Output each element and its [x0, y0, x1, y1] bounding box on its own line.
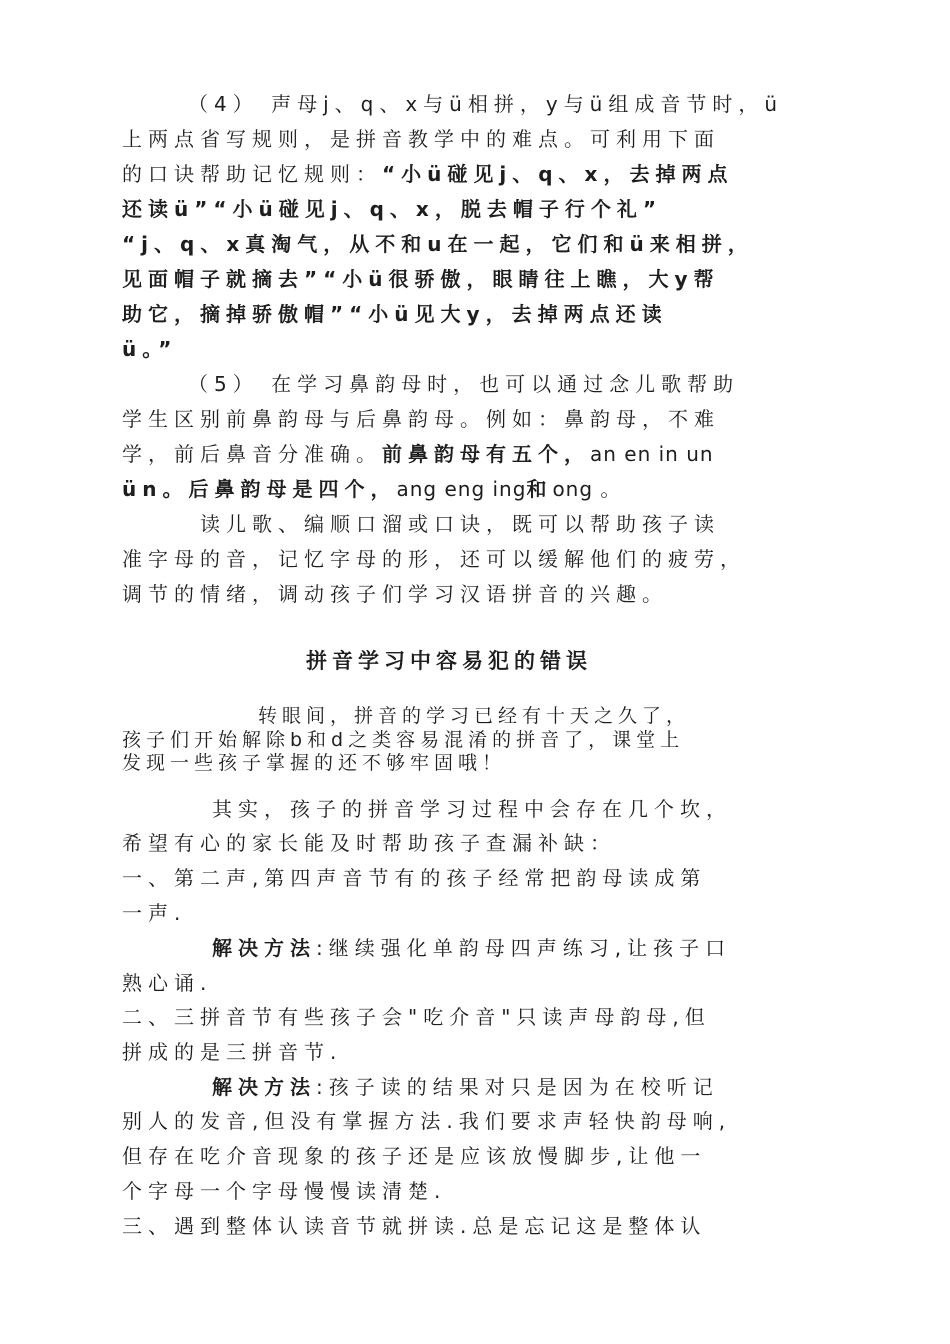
intro-line-2: 孩子们开始解除b和d之类容易混淆的拼音了，课堂上: [122, 729, 685, 751]
section-title: 拼音学习中容易犯的错误: [306, 649, 592, 673]
solution-2-line-3: 但存在吃介音现象的孩子还是应该放慢脚步,让他一: [122, 1144, 707, 1168]
back-nasal-finals-label: ün。后鼻韵母是四个，: [122, 477, 397, 501]
item-3-line-1: 三、遇到整体认读音节就拼读.总是忘记这是整体认: [122, 1214, 707, 1238]
solution-2-text: :孩子读的结果对只是因为在校听记: [316, 1075, 719, 1099]
mnemonic-rhyme-line-2: “j、q、x真淘气，从不和u在一起，它们和ü来相拼，: [122, 232, 754, 256]
item-1-line-1: 一、第二声,第四声音节有的孩子经常把韵母读成第: [122, 866, 707, 890]
back-nasal-finals-last: ong 。: [552, 477, 622, 501]
paragraph-6-line-1: 读儿歌、编顺口溜或口诀，既可以帮助孩子读: [200, 512, 720, 536]
section2-paragraph-line-1: 其实，孩子的拼音学习过程中会存在几个坎，: [212, 797, 732, 821]
paragraph-4-line-2: 上两点省写规则，是拼音教学中的难点。可利用下面: [122, 127, 720, 151]
paragraph-5-line-4: [122, 475, 621, 503]
paragraph-6-line-3: 调节的情绪，调动孩子们学习汉语拼音的兴趣。: [122, 582, 668, 606]
back-nasal-finals-list: ang eng ing: [396, 477, 527, 501]
solution-1-label: 解决方法: [212, 936, 316, 960]
front-nasal-finals-list: an en in un: [590, 442, 714, 466]
item-2-line-1: 二、三拼音节有些孩子会"吃介音"只读声母韵母,但: [122, 1005, 711, 1029]
paragraph-4-line-1: （4） 声母j、q、x与ü相拼，y与ü组成音节时，ü: [188, 92, 784, 116]
paragraph-6-line-2: 准字母的音，记忆字母的形，还可以缓解他们的疲劳，: [122, 547, 746, 571]
paragraph-5-line-1: （5） 在学习鼻韵母时，也可以通过念儿歌帮助: [188, 372, 740, 396]
section2-paragraph-line-2: 希望有心的家长能及时帮助孩子查漏补缺：: [122, 831, 616, 855]
front-nasal-finals-label: 前鼻韵母有五个，: [382, 442, 590, 466]
back-nasal-finals-and: 和: [526, 477, 553, 501]
mnemonic-rhyme-line-4: 助它，摘掉骄傲帽”“小ü见大y，去掉两点还读: [122, 302, 668, 326]
solution-2-line-2: 别人的发音,但没有掌握方法.我们要求声轻快韵母响,: [122, 1109, 732, 1133]
mnemonic-rhyme-line-5: ü。”: [122, 337, 178, 361]
item-2-line-2: 拼成的是三拼音节.: [122, 1040, 343, 1064]
paragraph-5-line-3: [122, 440, 714, 468]
paragraph-4-line-3: [122, 160, 733, 188]
mnemonic-rhyme-start: “小ü碰见j、q、x，去掉两点: [382, 162, 734, 186]
intro-line-1: 转眼间，拼音的学习已经有十天之久了，: [258, 705, 691, 727]
item-1-line-2: 一声.: [122, 901, 187, 925]
solution-1-line-1: [212, 934, 731, 962]
solution-1-text: :继续强化单韵母四声练习,让孩子口: [316, 936, 732, 960]
solution-2-line-1: [212, 1073, 719, 1101]
mnemonic-rhyme-line-3: 见面帽子就摘去”“小ü很骄傲，眼睛往上瞧，大y帮: [122, 267, 720, 291]
solution-2-line-4: 个字母一个字母慢慢读清楚.: [122, 1179, 447, 1203]
paragraph-5-line-2: 学生区别前鼻韵母与后鼻韵母。例如：鼻韵母，不难: [122, 407, 720, 431]
intro-line-3: 发现一些孩子掌握的还不够牢固哦！: [122, 752, 507, 774]
mnemonic-rhyme-line-1: 还读ü”“小ü碰见j、q、x，脱去帽子行个礼”: [122, 197, 662, 221]
paragraph-5-line-3-plain: 学，前后鼻音分准确。: [122, 442, 382, 466]
solution-1-line-2: 熟心诵.: [122, 971, 213, 995]
solution-2-label: 解决方法: [212, 1075, 316, 1099]
paragraph-4-line-3-plain: 的口诀帮助记忆规则：: [122, 162, 382, 186]
